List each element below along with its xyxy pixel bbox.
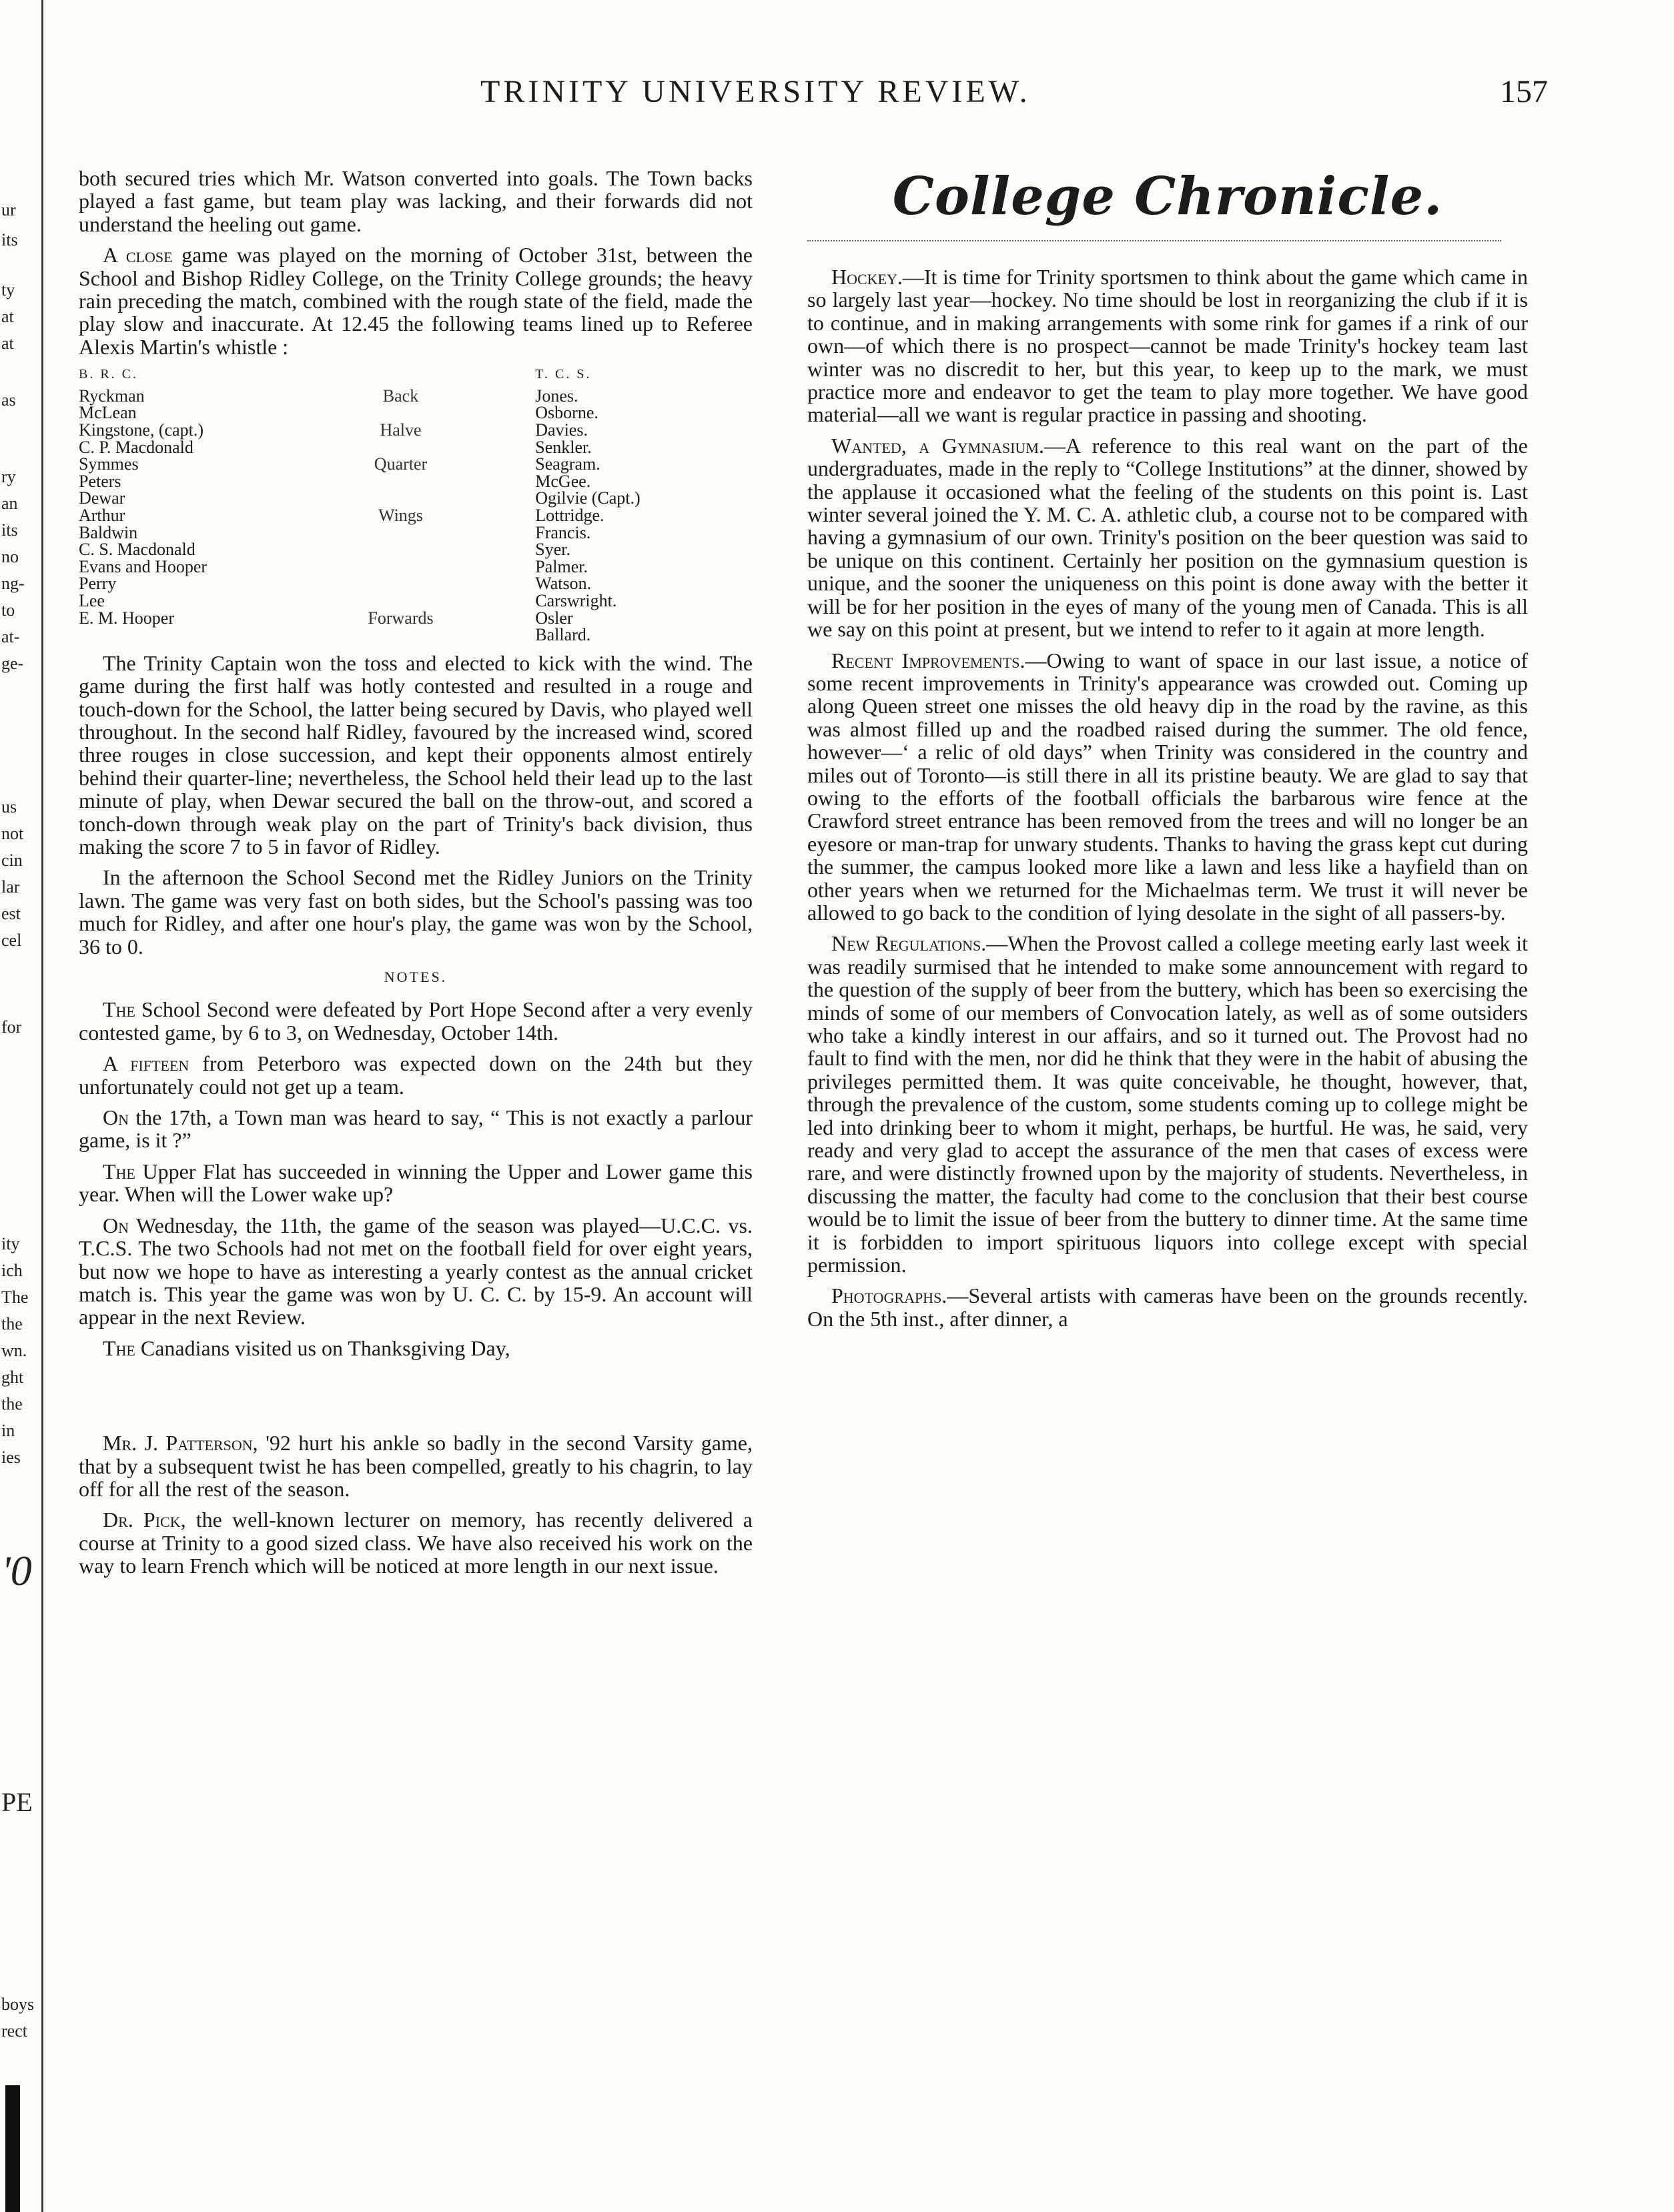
margin-fragment: not [1, 824, 24, 843]
player-left: Evans and Hooper [79, 556, 207, 576]
paragraph [79, 243, 753, 358]
lead-in: On [103, 1105, 129, 1130]
margin-fragment: in [1, 1421, 15, 1440]
page-number: 157 [1500, 74, 1548, 109]
item-text: —It is time for Trinity sportsmen to think about the game which came in so largely last year—hockey. No time should be lost in reorganizing the club if it is to continue, and in making arrangements with some rink for games if a rink of our own—of which there is no prospect—cannot be made Trinity's hockey team last winter was no discredit to her, but this year, to keep up to the mark, we must practice more and endeavor to get the team to play more together. We have good material—all we want is regular practice in passing and shooting. [807, 265, 1528, 427]
margin-fragment: ge- [1, 654, 24, 673]
note [79, 998, 753, 1044]
player-right: Osborne. [535, 403, 598, 423]
binding-shadow [5, 2085, 20, 2212]
lineup-row [79, 524, 733, 542]
player-left: Kingstone, (capt.) [79, 420, 204, 440]
lead-in: New Regulations. [831, 931, 987, 956]
player-left: C. P. Macdonald [79, 437, 193, 457]
lead-in: The [103, 1159, 135, 1183]
player-right: McGee. [535, 471, 591, 491]
lineup-row [79, 507, 733, 524]
item-text: —When the Provost called a college meeting early last week it was readily surmised that he intended to make some announcement with regard to the question of the supply of beer from the buttery, which has been so exercising the minds of some of our members of Convocation lately, as well as of some outsiders who take a kindly interest in our affairs, and so it turned out. The Provost had no fault to find with the men, nor did he think that they were in the habit of abusing the privileges permitted them. It was quite conceivable, he thought, however, that, through the prevalence of the custom, some students coming up to college might be led into drinking beer to whom it might, perhaps, be hurtful. He was, he said, very ready and very glad to accept the assurance of the men that cases of excess were rare, and were distinctly frowned upon by the majority of students. Nevertheless, in discussing the matter, the faculty had come to the conclusion that their best course would be to limit the issue of beer from the buttery to dinner time. At the same time it is forbidden to import spirituous liquors into college except with special permission. [807, 931, 1528, 1277]
lineup-header-left: B. R. C. [79, 367, 139, 382]
margin-fragment: to [1, 600, 15, 620]
margin-fragment: ng- [1, 574, 25, 593]
lineup-row [79, 456, 733, 473]
lead-in: A close [103, 243, 173, 267]
margin-fragment: us [1, 797, 17, 816]
lineup-row [79, 541, 733, 558]
player-right: Carswright. [535, 590, 617, 610]
player-right: Palmer. [535, 556, 588, 576]
lead-in: Recent Improvements. [831, 648, 1025, 672]
margin-fragment: at [1, 334, 14, 353]
position [277, 592, 525, 610]
margin-fragment: as [1, 390, 16, 410]
position [277, 626, 525, 644]
margin-fragment: ich [1, 1261, 23, 1280]
lead-in: On [103, 1213, 129, 1237]
player-right: Jones. [535, 386, 578, 406]
margin-fragment: lar [1, 877, 20, 897]
note-text: School Second were defeated by Port Hope Second after a very evenly contested game, by 6 to 3, on Wednesday, October 14th. [79, 997, 753, 1045]
margin-fragment: ght [1, 1367, 24, 1387]
paragraph: In the afternoon the School Second met the Ridley Juniors on the Trinity lawn. The game was very fast on both sides, but the School's passing was too much for Ridley, and after one hour's play, the game was won by the School, 36 to 0. [79, 865, 753, 959]
note [79, 1337, 753, 1359]
running-header [67, 73, 1548, 113]
position [277, 473, 525, 490]
chronicle-item [807, 649, 1528, 925]
position [277, 541, 525, 558]
margin-fragment: ur [1, 200, 16, 219]
player-left: Ryckman [79, 386, 145, 406]
left-column [79, 167, 753, 1586]
lineup-row [79, 473, 733, 490]
lineup-row [79, 404, 733, 422]
margin-fragment: cin [1, 851, 23, 870]
margin-fragment: est [1, 904, 21, 923]
margin-fragment: at [1, 307, 14, 326]
player-left: Dewar [79, 488, 125, 508]
player-left: Lee [79, 590, 105, 610]
margin-fragment: ies [1, 1448, 21, 1467]
margin-fragment: '0 [1, 1547, 32, 1594]
player-right: Davies. [535, 420, 588, 440]
notes-heading: NOTES. [384, 969, 448, 986]
chronicle-item [807, 434, 1528, 641]
note-text: the well-known lecturer on memory, has recently delivered a course at Trinity to a good sized class. We have also received his work on the way to learn French which will be noticed at more length in our next issue. [79, 1508, 753, 1578]
position: Quarter [374, 454, 428, 474]
lineup-row [79, 575, 733, 592]
position: Forwards [368, 608, 434, 628]
lineup-row [79, 626, 733, 644]
player-left: E. M. Hooper [79, 608, 174, 628]
lead-in: The [103, 997, 135, 1022]
publication-title: TRINITY UNIVERSITY REVIEW. [480, 74, 1031, 109]
item-text: —A reference to this real want on the part of the undergraduates, made in the reply to “College Institutions” at the dinner, showed by the applause it occasioned what the feeling of the students on this point is. Last winter several joined the Y. M. C. A. athletic club, a course not to be compared with having a gymnasium of our own. Trinity's position on the beer question was said to be unique on this continent. Certainly her position on the gymnasium question is unique, and the sooner the uniqueness on this point is done away with the better it will be for her position in the eyes of many of the young men of Canada. This is all we say on this point at present, but we intend to refer to it again at more length. [807, 433, 1528, 642]
margin-fragment: an [1, 494, 18, 513]
lineup-header-right: T. C. S. [535, 367, 592, 382]
player-right: Osler [535, 608, 573, 628]
note [79, 1106, 753, 1152]
left-margin-bleed [0, 0, 43, 2212]
note [79, 1052, 753, 1098]
personal-note [79, 1508, 753, 1577]
chronicle-item [807, 265, 1528, 426]
item-text: —Several artists with cameras have been on the grounds recently. On the 5th inst., after dinner, a [807, 1283, 1528, 1331]
lead-in: Hockey. [831, 265, 903, 289]
lead-in: Wanted, a Gymnasium. [831, 433, 1044, 458]
note-text: Canadians visited us on Thanksgiving Day, [135, 1335, 510, 1360]
player-right: Ballard. [535, 625, 591, 645]
note-text: from Peterboro was expected down on the 24th but they unfortunately could not get up a team. [79, 1051, 753, 1099]
margin-fragment: no [1, 547, 19, 566]
position [277, 404, 525, 422]
position [277, 575, 525, 592]
margin-fragment: The [1, 1287, 29, 1307]
margin-fragment: rect [1, 2021, 27, 2041]
lineup-row [79, 439, 733, 456]
right-column [807, 167, 1528, 1338]
lead-in: Mr. J. Patterson, [103, 1431, 258, 1456]
lineup-row [79, 558, 733, 576]
lineup-row [79, 610, 733, 627]
margin-fragment: ty [1, 280, 15, 300]
section-gap [79, 1367, 753, 1432]
player-left: Arthur [79, 506, 125, 525]
note [79, 1214, 753, 1329]
note [79, 1160, 753, 1206]
dotted-rule [807, 240, 1501, 241]
item-text: —Owing to want of space in our last issue, a notice of some recent improvements in Trinity's appearance was crowded out. Coming up along Queen street one misses the old heavy dip in the road by the ravine, as this was almost filled up and the roadbed raised during the summer. The old fence, however—‘ a relic of old days” when Trinity was considered in the country and miles out of Toronto—is still there in all its pristine beauty. We are glad to say that owing to the efforts of the football officials the barbarous wire fence at the Crawford street entrance has been removed from the trees and will no longer be an eyesore or man-trap for unwary students. Thanks to having the grass kept cut during the summer, the campus looked more like a lawn and less like a hayfield than on other years when we returned for the Michaelmas term. We trust it will never be allowed to go back to the condition of lying desolate in the sight of all passers-by. [807, 648, 1529, 925]
margin-fragment: its [1, 230, 18, 249]
note-text: '92 hurt his ankle so badly in the second Varsity game, that by a subsequent twist he has been compelled, greatly to his chagrin, to lay off for all the rest of the season. [79, 1431, 753, 1501]
player-right: Francis. [535, 522, 591, 542]
margin-fragment: ry [1, 467, 16, 486]
player-right: Syer. [535, 540, 570, 560]
player-left: Peters [79, 471, 121, 491]
team-lineup-table [79, 366, 733, 644]
margin-fragment: the [1, 1314, 23, 1333]
margin-fragment: wn. [1, 1341, 27, 1360]
margin-fragment: for [1, 1017, 22, 1037]
position: Wings [378, 506, 423, 525]
lineup-row [79, 388, 733, 405]
player-left: Baldwin [79, 522, 138, 542]
chronicle-item [807, 1284, 1528, 1330]
paragraph: The Trinity Captain won the toss and elected to kick with the wind. The game during the first half was hotly contested and resulted in a rouge and touch-down for the School, the latter being secured by Davis, who played well throughout. In the second half Ridley, favoured by the increased wind, scored three rouges in close succession, and kept their opponents almost entirely behind their quarter-line; nevertheless, the School held their lead up to the last minute of play, when Dewar secured the ball on the throw-out, and scored a tonch-down through weak play on the part of Trinity's back division, thus making the score 7 to 5 in favor of Ridley. [79, 650, 753, 859]
lineup-row [79, 422, 733, 439]
margin-fragment: at- [1, 627, 20, 646]
lead-in: A fifteen [103, 1051, 189, 1076]
player-left: Symmes [79, 454, 139, 474]
player-left [79, 626, 277, 644]
paragraph-text: game was played on the morning of October 31st, between the School and Bishop Ridley College, on the Trinity College grounds; the heavy rain preceding the match, combined with the rough state of the field, made the play slow and inaccurate. At 12.45 the following teams lined up to Referee Alexis Martin's whistle : [79, 243, 753, 359]
position [277, 524, 525, 542]
player-right: Seagram. [535, 454, 600, 474]
position [277, 558, 525, 576]
position: Back [382, 386, 419, 406]
lineup-row [79, 490, 733, 507]
note-text: Wednesday, the 11th, the game of the season was played—U.C.C. vs. T.C.S. The two Schools had not met on the football field for over eight years, but now we hope to have as interesting a yearly contest as the annual cricket match is. This year the game was won by U. C. C. by 15-9. An account will appear in the next Review. [79, 1213, 753, 1329]
lead-in: Photographs. [831, 1283, 947, 1308]
player-right: Watson. [535, 574, 592, 594]
player-left: McLean [79, 403, 137, 423]
paragraph: both secured tries which Mr. Watson converted into goals. The Town backs played a fast game, but team play was lacking, and their forwards did not understand the heeling out game. [79, 166, 753, 236]
player-right: Lottridge. [535, 506, 604, 525]
player-left: C. S. Macdonald [79, 540, 195, 560]
player-right: Senkler. [535, 437, 592, 457]
margin-fragment: its [1, 520, 18, 540]
note-text: the 17th, a Town man was heard to say, “ This is not exactly a parlour game, is it ?” [79, 1105, 753, 1153]
player-right: Ogilvie (Capt.) [535, 488, 641, 508]
lead-in: The [103, 1335, 135, 1360]
note-text: Upper Flat has succeeded in winning the Upper and Lower game this year. When will the Lower wake up? [79, 1159, 753, 1207]
player-left: Perry [79, 574, 117, 594]
margin-fragment: PE [1, 1787, 33, 1817]
chronicle-item [807, 932, 1528, 1276]
position [277, 439, 525, 456]
margin-fragment: boys [1, 1995, 35, 2014]
margin-fragment: cel [1, 931, 22, 950]
personal-note [79, 1432, 753, 1500]
lineup-row [79, 592, 733, 610]
position: Halve [380, 420, 422, 440]
position [277, 490, 525, 507]
lead-in: Dr. Pick, [103, 1508, 186, 1532]
margin-fragment: ity [1, 1234, 20, 1253]
section-heading: College Chronicle. [892, 166, 1443, 227]
margin-fragment: the [1, 1394, 23, 1414]
